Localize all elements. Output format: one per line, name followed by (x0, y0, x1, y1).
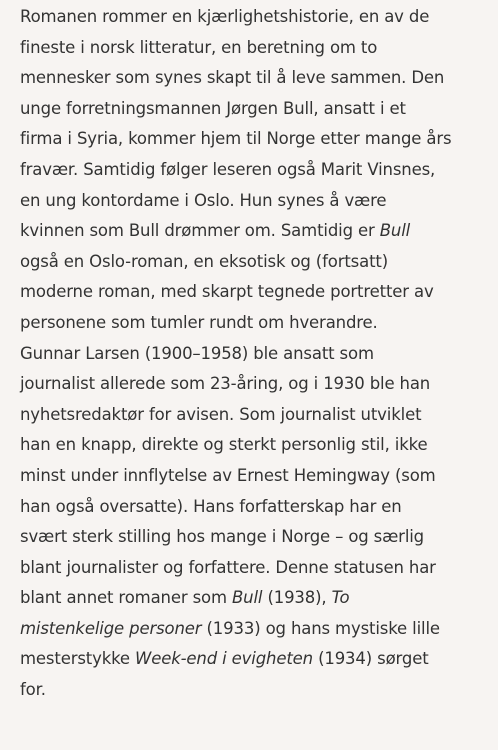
text-segment: moderne roman, med skarpt tegnede portretter av (20, 282, 434, 302)
italic-title-text: To (331, 588, 350, 608)
text-line (20, 277, 498, 308)
text-segment: han en knapp, direkte og sterkt personlig stil, ikke (20, 435, 428, 455)
text-line (20, 644, 498, 675)
text-segment: en ung kontordame i Oslo. Hun synes å være (20, 190, 387, 210)
text-line (20, 186, 498, 217)
italic-title-text: Bull (379, 221, 411, 241)
text-segment: firma i Syria, kommer hjem til Norge etter mange års (20, 129, 452, 149)
text-line (20, 2, 498, 33)
text-segment: også en Oslo-roman, en eksotisk og (fortsatt) (20, 251, 388, 271)
text-line (20, 33, 498, 64)
text-segment: mennesker som synes skapt til å leve sammen. Den (20, 68, 445, 88)
text-line (20, 63, 498, 94)
text-line (20, 308, 498, 339)
synopsis-paragraph (20, 2, 498, 339)
text-segment: (1934) sørget (312, 649, 429, 669)
text-line (20, 339, 498, 370)
text-segment: blant journalister og forfattere. Denne statusen har (20, 557, 436, 577)
text-segment: unge forretningsmannen Jørgen Bull, ansatt i et (20, 98, 406, 118)
text-line (20, 155, 498, 186)
text-line (20, 583, 498, 614)
text-line (20, 553, 498, 584)
text-segment: nyhetsredaktør for avisen. Som journalist utviklet (20, 404, 422, 424)
text-segment: mesterstykke (20, 649, 136, 669)
text-segment: kvinnen som Bull drømmer om. Samtidig er (20, 221, 380, 241)
text-line (20, 216, 498, 247)
text-segment: blant annet romaner som (20, 588, 232, 608)
text-line (20, 430, 498, 461)
italic-title-text: Week-end i evigheten (135, 649, 313, 669)
text-line (20, 247, 498, 278)
italic-title-text: mistenkelige personer (20, 618, 202, 638)
text-segment: Gunnar Larsen (1900–1958) ble ansatt som (20, 343, 374, 363)
text-line (20, 614, 498, 645)
text-line (20, 675, 498, 706)
author-bio-paragraph (20, 339, 498, 706)
text-line (20, 522, 498, 553)
text-segment: (1938), (262, 588, 332, 608)
text-segment: personene som tumler rundt om hverandre. (20, 312, 378, 332)
text-segment: svært sterk stilling hos mange i Norge – og særlig (20, 527, 425, 547)
text-segment: fineste i norsk litteratur, en beretning om to (20, 37, 378, 57)
text-segment: minst under innflytelse av Ernest Hemingway (som (20, 465, 436, 485)
text-line (20, 124, 498, 155)
text-line (20, 369, 498, 400)
text-line (20, 400, 498, 431)
text-segment: (1933) og hans mystiske lille (201, 618, 440, 638)
text-line (20, 492, 498, 523)
italic-title-text: Bull (231, 588, 263, 608)
text-line (20, 461, 498, 492)
text-segment: han også oversatte). Hans forfatterskap har en (20, 496, 402, 516)
text-segment: for. (20, 680, 46, 700)
text-segment: journalist allerede som 23-åring, og i 1930 ble han (20, 374, 431, 394)
text-segment: Romanen rommer en kjærlighetshistorie, en av de (20, 7, 430, 26)
text-line (20, 94, 498, 125)
text-segment: fravær. Samtidig følger leseren også Marit Vinsnes, (20, 159, 436, 179)
